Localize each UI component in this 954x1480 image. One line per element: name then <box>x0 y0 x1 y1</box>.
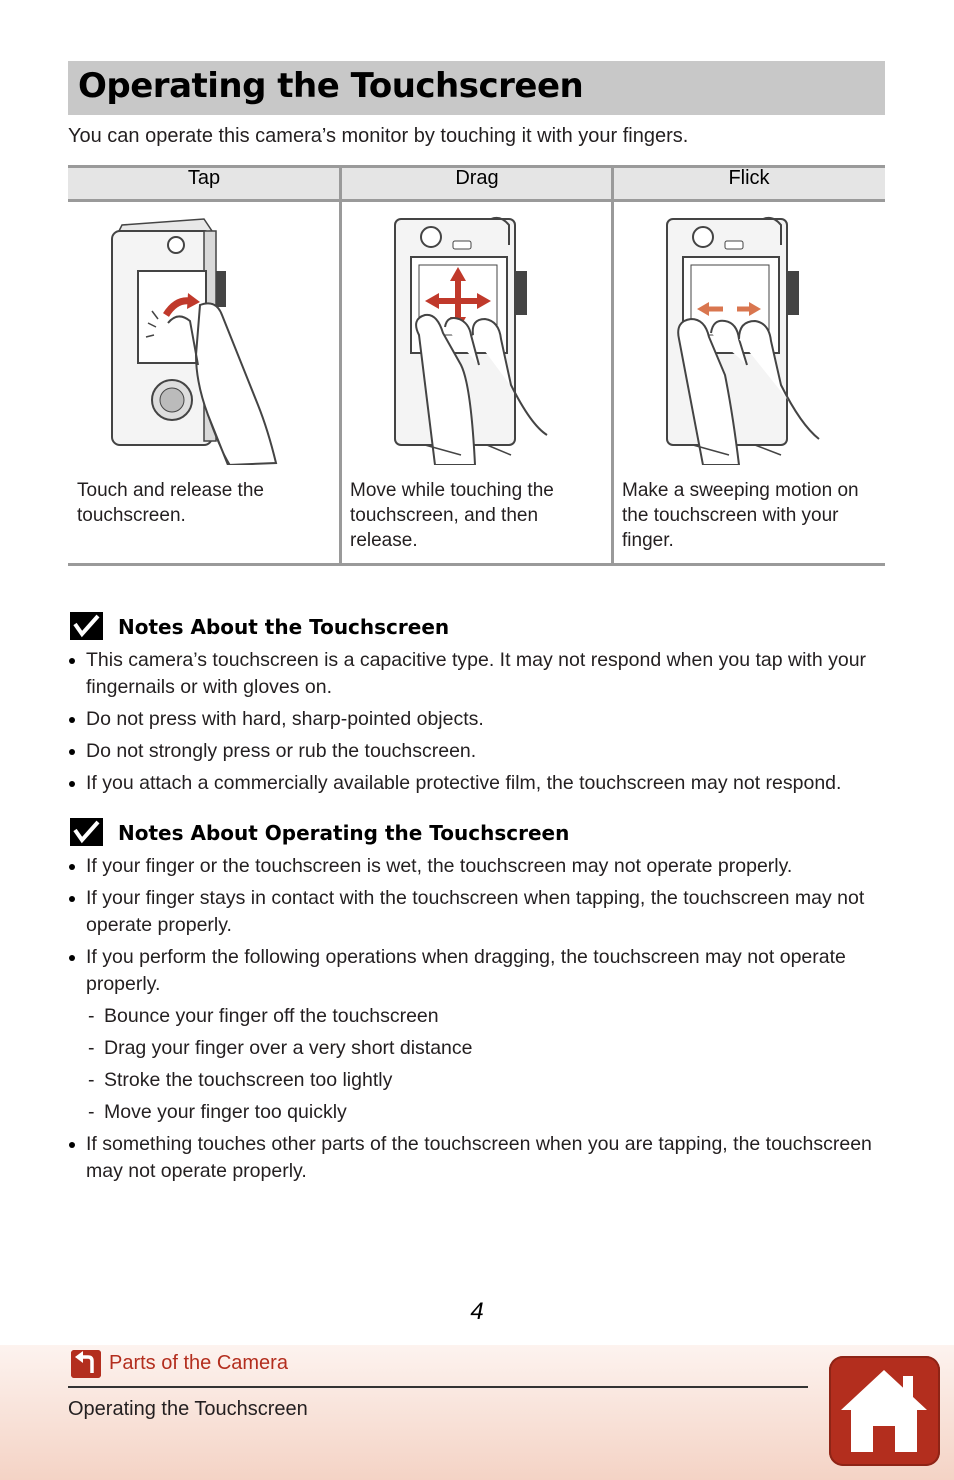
footer-section-label: Operating the Touchscreen <box>68 1398 308 1420</box>
return-arrow-icon <box>71 1350 101 1378</box>
gesture-column-tap <box>68 165 340 563</box>
page-title-bar <box>68 61 885 115</box>
list-item: If something touches other parts of the touchscreen when you are tapping, the touchscreen may not operate properly. <box>68 1131 888 1185</box>
note-heading: Notes About Operating the Touchscreen <box>118 821 570 845</box>
list-item: If you attach a commercially available protective film, the touchscreen may not respond. <box>68 770 888 797</box>
footer-divider <box>68 1386 808 1388</box>
list-item: If you perform the following operations when dragging, the touchscreen may not operate properly. <box>68 944 888 998</box>
note-heading: Notes About the Touchscreen <box>118 615 450 639</box>
sub-list-item: - Move your finger too quickly <box>68 1099 888 1126</box>
sub-list-item: - Stroke the touchscreen too lightly <box>68 1067 888 1094</box>
gesture-description: Touch and release the touchscreen. <box>77 480 264 526</box>
gesture-name: Drag <box>455 167 499 189</box>
check-note-icon <box>70 818 103 846</box>
note-list <box>68 647 888 802</box>
gesture-description: Make a sweeping motion on the touchscreen with your finger. <box>622 480 859 551</box>
flick-gesture-illustration <box>663 215 843 465</box>
list-item: If your finger stays in contact with the touchscreen when tapping, the touchscreen may not operate properly. <box>68 885 888 939</box>
gesture-name: Flick <box>728 167 770 189</box>
check-note-icon <box>70 612 103 640</box>
sub-list-item: - Drag your finger over a very short distance <box>68 1035 888 1062</box>
gesture-column-flick <box>613 165 885 563</box>
drag-gesture-illustration <box>391 215 571 465</box>
gesture-description: Move while touching the touchscreen, and then release. <box>350 480 554 551</box>
page-title: Operating the Touchscreen <box>78 66 584 106</box>
gesture-table <box>68 165 885 566</box>
list-item: Do not strongly press or rub the touchscreen. <box>68 738 888 765</box>
list-item: Do not press with hard, sharp-pointed objects. <box>68 706 888 733</box>
gesture-name: Tap <box>187 167 221 189</box>
sub-list-item: - Bounce your finger off the touchscreen <box>68 1003 888 1030</box>
tap-gesture-illustration <box>108 215 308 465</box>
note-list <box>68 853 888 1190</box>
back-link-label: Parts of the Camera <box>109 1352 288 1374</box>
list-item: If your finger or the touchscreen is wet, the touchscreen may not operate properly. <box>68 853 888 880</box>
home-icon <box>829 1356 940 1466</box>
table-bottom-rule <box>68 563 885 566</box>
list-item: This camera’s touchscreen is a capacitive type. It may not respond when you tap with your fingernails or with gloves on. <box>68 647 888 701</box>
intro-text: You can operate this camera’s monitor by touching it with your fingers. <box>68 125 689 147</box>
gesture-column-drag <box>341 165 613 563</box>
page-number: 4 <box>470 1298 484 1325</box>
home-button[interactable] <box>829 1356 940 1466</box>
